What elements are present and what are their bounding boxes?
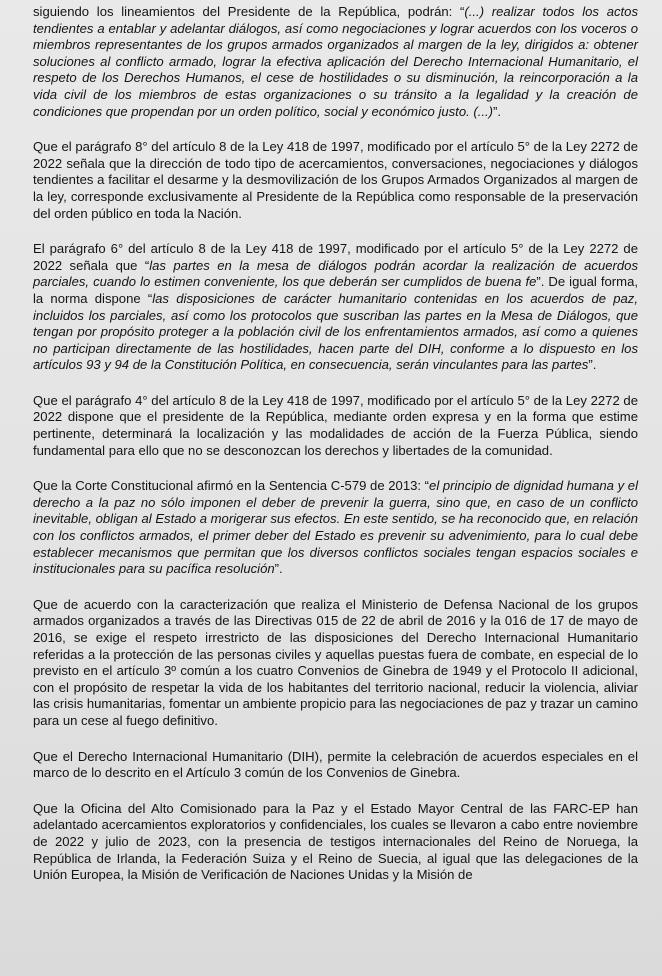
text-segment: El parágrafo 6° del artículo 8 de la Ley 418 de 1997, modificado por el artículo 5° de la Ley 2272 de 2022 señala que “ — [33, 241, 638, 273]
text-segment: ”. De igual forma, la norma dispone “ — [33, 274, 638, 306]
paragraph-7 — [33, 749, 638, 782]
paragraph-2 — [33, 139, 638, 222]
text-segment: Que el parágrafo 4° del artículo 8 de la Ley 418 de 1997, modificado por el artículo 5° de la Ley 2272 de 2022 dispone que el presidente de la República, mediante orden expresa y en la forma que estime pertinente, determinará la localización y las modalidades de acción de la Fuerza Pública, siendo fundamental para ello que no se desconozcan los derechos y libertades de la comunidad. — [33, 392, 638, 458]
paragraph-5 — [33, 478, 638, 578]
quoted-text: las partes en la mesa de diálogos podrán acordar la realización de acuerdos parciales, cuando lo estimen conveniente, los que deberán ser cumplidos de buena fe — [33, 257, 638, 290]
quoted-text: (...) realizar todos los actos tendientes a entablar y adelantar diálogos, así como negociaciones y lograr acuerdos con los voceros o miembros representantes de los grupos armados organizados al margen de la ley, dirigidos a: obtener soluciones al conflicto armado, lograr la efectiva aplicación del Derecho Internacional Humanitario, el respeto de los Derechos Humanos, el cese de hostilidades o su disminución, la reincorporación a la vida civil de los miembros de estas organizaciones o su tránsito a la legalidad y la creación de condiciones que propendan por un orden político, social y económico justo. (...) — [33, 4, 639, 119]
text-segment: ”. — [588, 357, 597, 373]
text-segment: siguiendo los lineamientos del Presidente de la República, podrán: “ — [33, 4, 465, 19]
text-segment: Que de acuerdo con la caracterización que realiza el Ministerio de Defensa Nacional de los grupos armados organizados a través de las Directivas 015 de 22 de abril de 2016 y la 016 de 17 de mayo de 2016, se exige el respeto irrestricto de las disposiciones del Derecho Internacional Humanitario referidas a la protección de las personas civiles y aquellas puestas fuera de combate, en especial de lo previsto en el artículo 3º común a los cuatro Convenios de Ginebra de 1949 y el Protocolo II adicional, con el propósito de respetar la vida de los habitantes del territorio nacional, reducir la violencia, aliviar las crisis humanitarias, fomentar un ambiente propicio para las negociaciones de paz y trazar un camino para un cese al fuego definitivo. — [33, 596, 638, 728]
text-segment: Que el parágrafo 8° del artículo 8 de la Ley 418 de 1997, modificado por el artículo 5° de la Ley 2272 de 2022 señala que la dirección de todo tipo de acercamientos, conversaciones, negociaciones y diálogos tendientes a facilitar el desarme y la desmovilización de los Grupos Armados Organizados al margen de la ley, corresponde exclusivamente al Presidente de la República como responsable de la preservación del orden público en toda la Nación. — [33, 139, 638, 221]
text-segment: ”. — [493, 103, 502, 119]
document-body — [33, 4, 638, 903]
text-segment: Que la Corte Constitucional afirmó en la Sentencia C-579 de 2013: “ — [33, 478, 430, 494]
paragraph-3 — [33, 241, 638, 374]
paragraph-8 — [33, 801, 638, 884]
quoted-text: el principio de dignidad humana y el derecho a la paz no sólo imponen el deber de prevenir la guerra, sino que, en caso de un conflicto inevitable, obligan al Estado a morigerar sus efectos. En este sentido, se ha reconocido que, en relación con los conflictos armados, el primer deber del Estado es prevenir su advenimiento, para lo cual debe establecer mecanismos que permitan que los diversos conflictos sociales tengan espacios sociales e institucionales para su pacífica resolución — [33, 478, 638, 577]
text-segment: ”. — [274, 561, 283, 577]
paragraph-1 — [33, 4, 638, 120]
paragraph-6 — [33, 597, 638, 730]
paragraph-4 — [33, 393, 638, 459]
quoted-text: las disposiciones de carácter humanitario contenidas en los acuerdos de paz, incluidos los parciales, así como los protocolos que suscriban las partes en la Mesa de Diálogos, que tengan por propósito proteger a la población civil de los enfrentamientos armados, así como a quienes no participan directamente de las hostilidades, hacen parte del DIH, conforme a lo dispuesto en los artículos 93 y 94 de la Constitución Política, en consecuencia, serán vinculantes para las partes — [33, 290, 638, 373]
text-segment: Que el Derecho Internacional Humanitario (DIH), permite la celebración de acuerdos especiales en el marco de lo descrito en el Artículo 3 común de los Convenios de Ginebra. — [33, 748, 638, 781]
text-segment: Que la Oficina del Alto Comisionado para la Paz y el Estado Mayor Central de las FARC-EP han adelantado acercamientos exploratorios y confidenciales, los cuales se llevaron a cabo entre noviembre de 2022 y julio de 2023, con la presencia de testigos internacionales del Reino de Noruega, la República de Irlanda, la Federación Suiza y el Reino de Suecia, al igual que las delegaciones de la Unión Europea, la Misión de Verificación de Naciones Unidas y la Misión de — [33, 800, 638, 883]
